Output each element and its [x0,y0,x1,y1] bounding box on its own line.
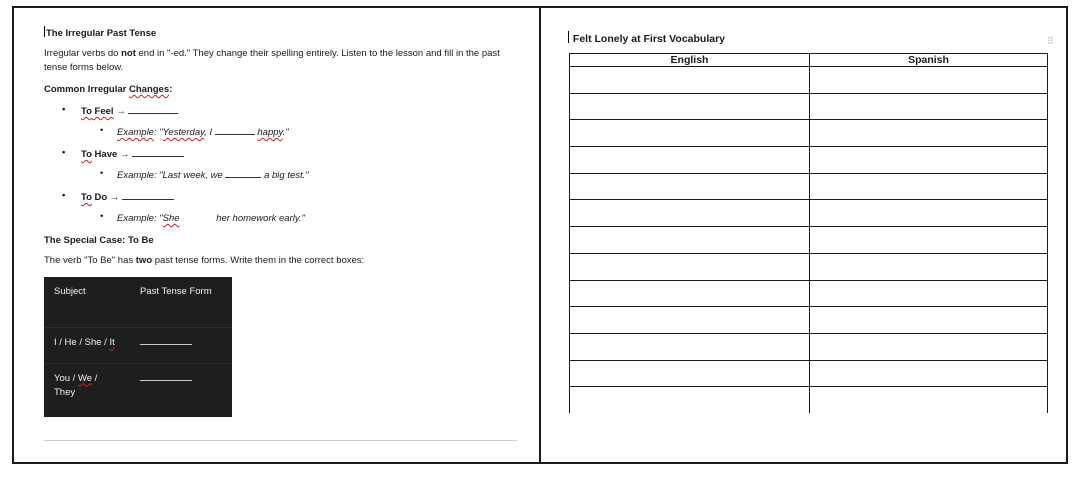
verb-item-feel: • To Feel → [44,105,518,117]
spanish-cell[interactable] [810,307,1048,334]
special-case-paragraph: The verb "To Be" has two past tense forms. Write them in the correct boxes: [44,255,365,266]
example-do: • Example: "She her homework early." [44,212,518,224]
table-row [570,93,1048,120]
example-feel: • Example: "Yesterday, I happy." [44,126,518,138]
table-row [570,200,1048,227]
text-cursor [44,26,45,37]
table-row [44,327,232,363]
english-cell[interactable] [570,173,810,200]
intro-paragraph: Irregular verbs do not end in "-ed." They change their spelling entirely. Listen to the lesson and fill in the past tense forms below. [44,48,500,73]
table-row [570,360,1048,387]
english-cell[interactable] [570,200,810,227]
special-case-heading: The Special Case: To Be [44,235,154,246]
spanish-cell[interactable] [810,227,1048,254]
table-row [570,253,1048,280]
table-row [570,280,1048,307]
fill-in-blank[interactable] [128,105,178,114]
spanish-cell[interactable] [810,253,1048,280]
spanish-cell[interactable] [810,67,1048,94]
table-row [570,387,1048,414]
table-row [570,147,1048,174]
spanish-cell[interactable] [810,200,1048,227]
english-cell[interactable] [570,280,810,307]
spanish-cell[interactable] [810,387,1048,414]
verb-item-do: • To Do → [44,191,518,203]
english-cell[interactable] [570,307,810,334]
english-cell[interactable] [570,253,810,280]
english-cell[interactable] [570,387,810,414]
spanish-cell[interactable] [810,147,1048,174]
to-be-table [44,277,232,417]
common-changes-heading: Common Irregular Changes: [44,84,173,95]
example-have: • Example: "Last week, we a big test." [44,169,518,181]
page-divider [539,6,541,464]
table-row [570,333,1048,360]
vocabulary-table [569,53,1048,413]
column-header-english: English [570,54,810,67]
table-row [570,120,1048,147]
english-cell[interactable] [570,147,810,174]
fill-in-blank[interactable] [140,336,192,345]
english-cell[interactable] [570,93,810,120]
english-cell[interactable] [570,67,810,94]
english-cell[interactable] [570,227,810,254]
table-header-row [44,277,232,327]
fill-in-blank[interactable] [122,191,174,200]
vocab-header-row [570,54,1048,67]
column-header-spanish: Spanish [810,54,1048,67]
header-past-tense: Past Tense Form [140,286,212,297]
english-cell[interactable] [570,120,810,147]
answer-cell[interactable] [130,363,232,417]
fill-in-blank[interactable] [132,148,184,157]
table-row [570,67,1048,94]
subject-cell: I / He / She / It [44,327,130,363]
spanish-cell[interactable] [810,93,1048,120]
verb-item-have: • To Have → [44,148,518,160]
answer-cell[interactable] [130,327,232,363]
fill-in-blank[interactable] [180,212,214,221]
fill-in-blank[interactable] [225,169,261,178]
left-page [44,26,518,417]
table-move-handle-icon[interactable]: ⠿ [1047,36,1053,46]
fill-in-blank[interactable] [215,126,255,135]
lesson-title: The Irregular Past Tense [46,28,157,39]
table-row [570,173,1048,200]
spanish-cell[interactable] [810,280,1048,307]
horizontal-rule [44,440,517,441]
spanish-cell[interactable] [810,120,1048,147]
table-row [570,307,1048,334]
table-row [570,227,1048,254]
subject-cell: You / We / They [44,363,130,417]
fill-in-blank[interactable] [140,372,192,381]
english-cell[interactable] [570,360,810,387]
spanish-cell[interactable] [810,360,1048,387]
header-subject: Subject [54,286,86,297]
table-row [44,363,232,417]
spanish-cell[interactable] [810,333,1048,360]
text-cursor [568,31,569,43]
vocabulary-title: Felt Lonely at First Vocabulary [568,31,725,45]
english-cell[interactable] [570,333,810,360]
spanish-cell[interactable] [810,173,1048,200]
